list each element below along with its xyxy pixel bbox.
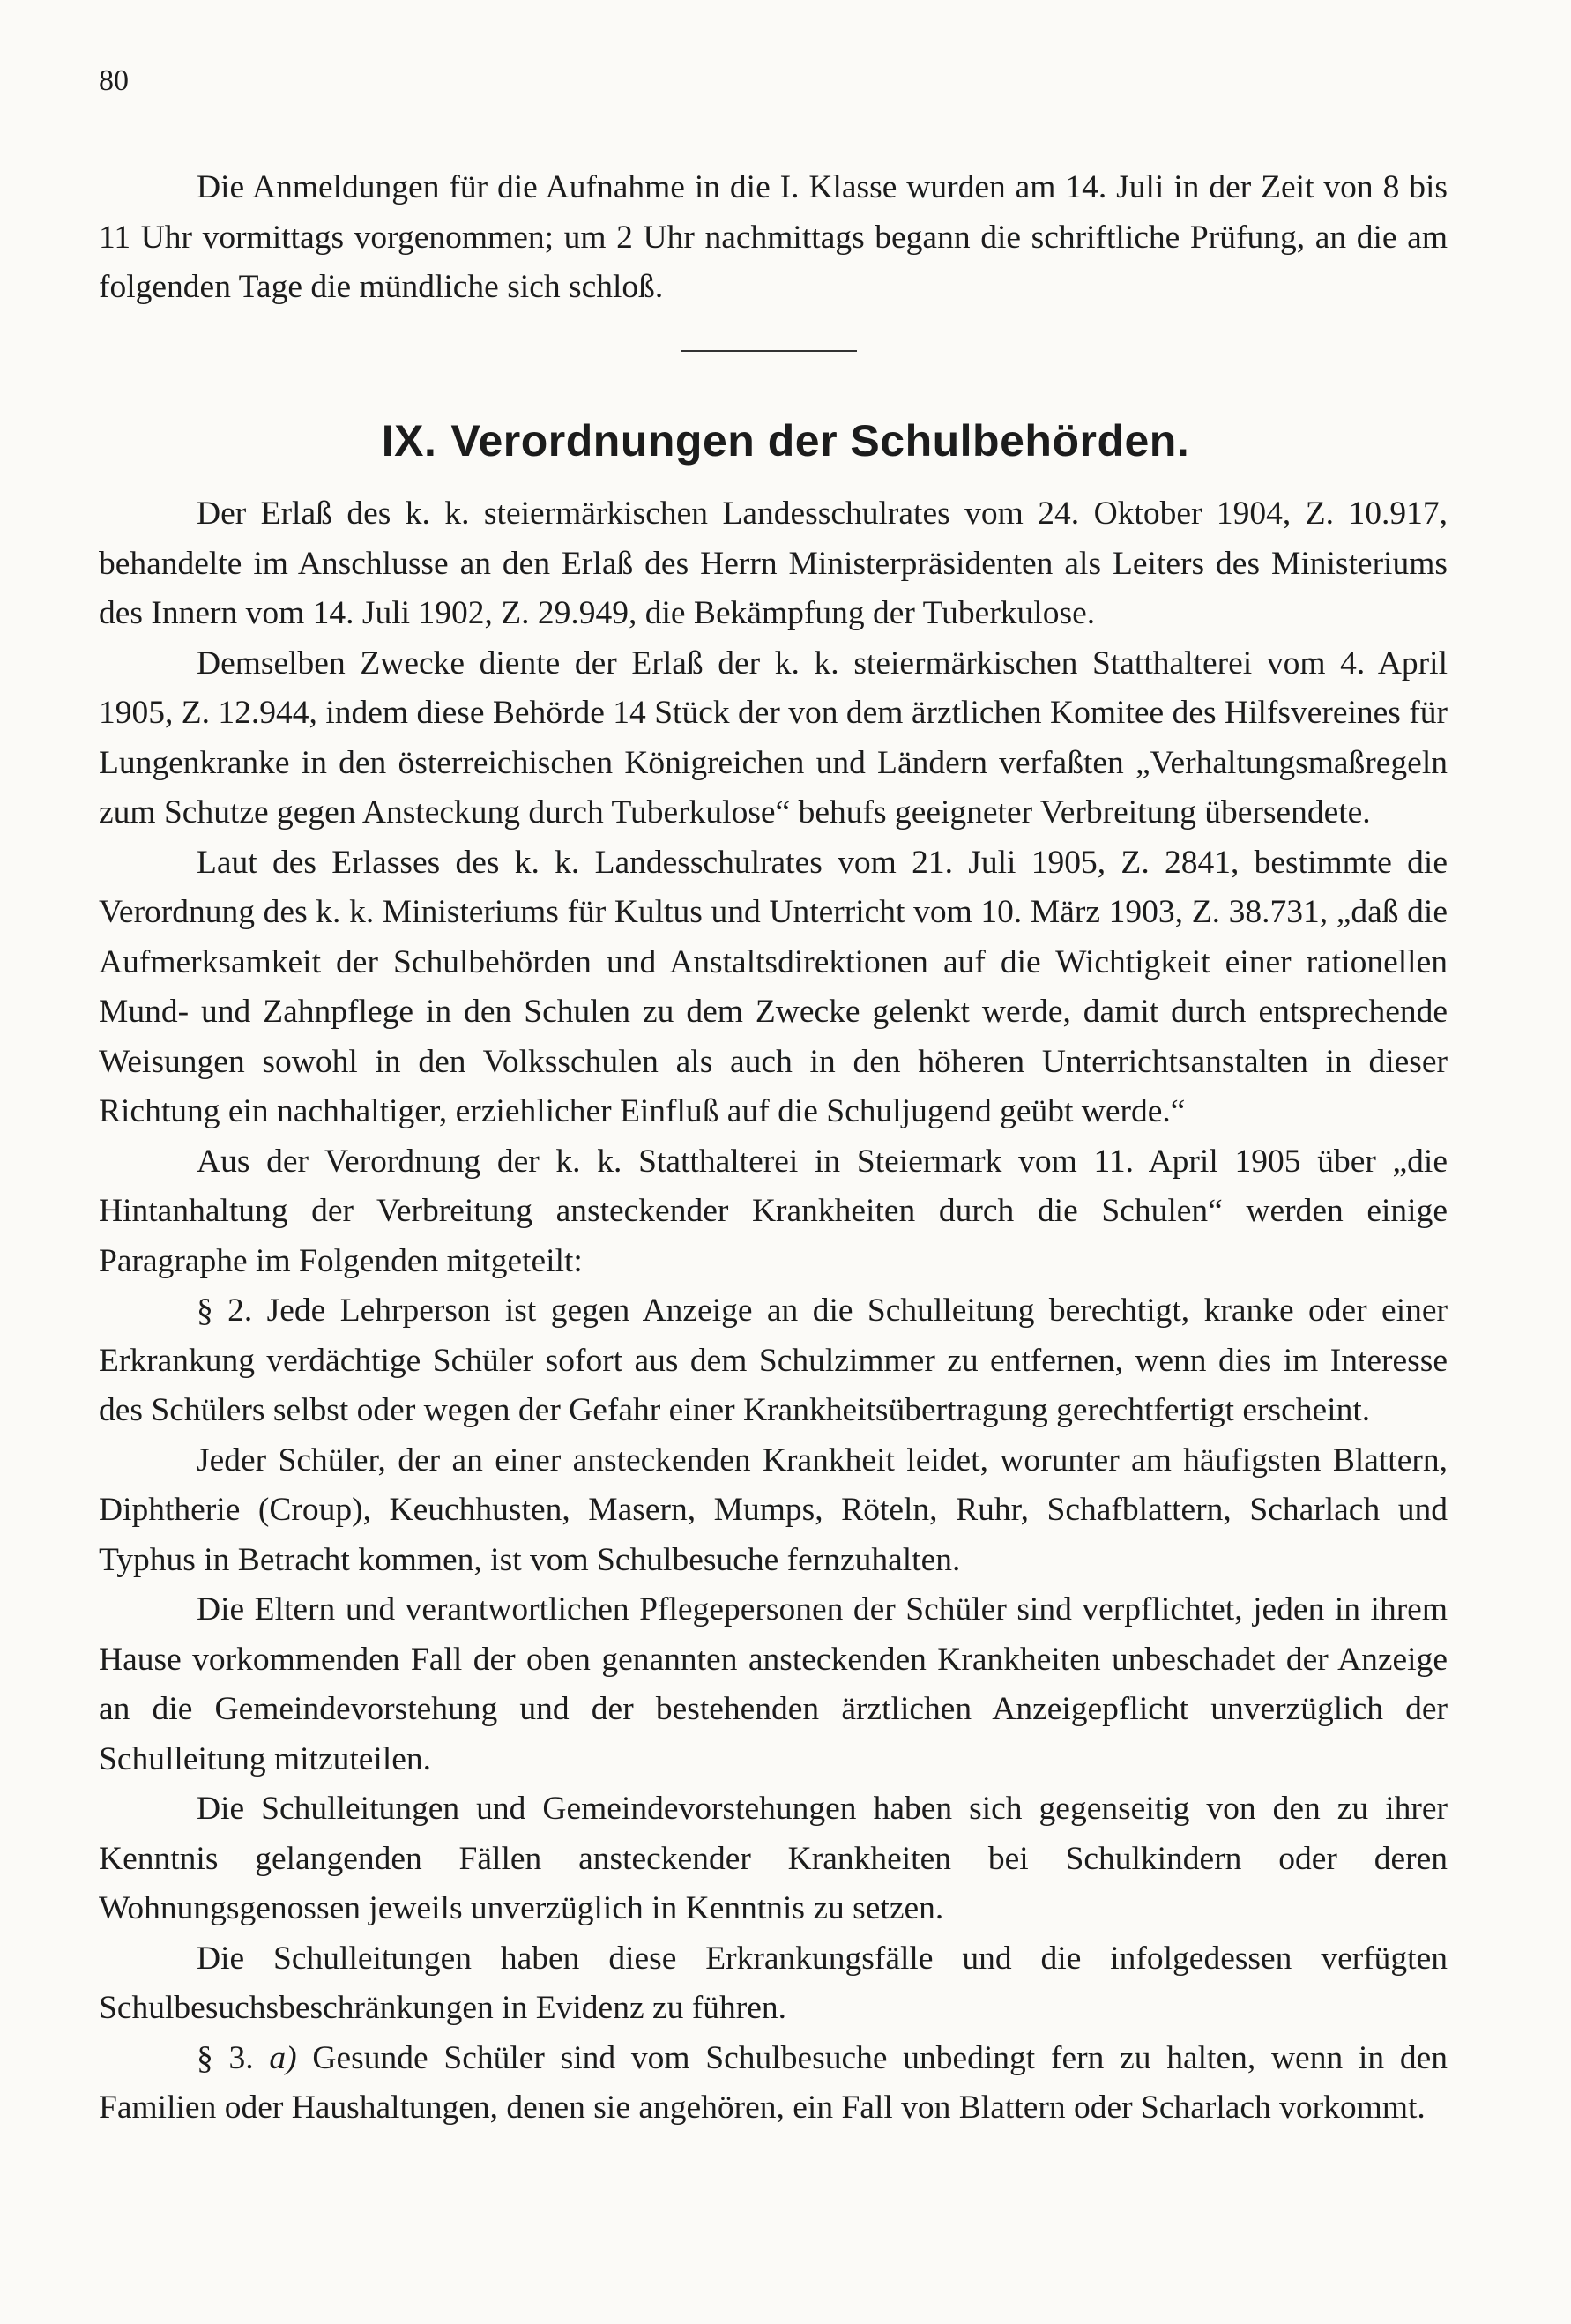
section-3-marker: a) xyxy=(269,2039,297,2076)
intro-paragraph: Die Anmeldungen für die Aufnahme in die I. Klasse wurden am 14. Juli in der Zeit von 8 bis 11 Uhr vormittags vorgenommen; um 2 Uhr nachmittags begann die schriftliche Prüfung, an die am folgenden Tage die mündliche sich schloß. xyxy=(99,169,1448,305)
paragraph-statthalterei-1905: Demselben Zwecke diente der Erlaß der k. k. steiermärkischen Statthalterei vom 4. April 1905, Z. 12.944, indem diese Behörde 14 Stück der von dem ärztlichen Komitee des Hilfsvereines für Lungenkranke in den österreichischen Königreichen und Ländern verfaßten „Verhaltungsmaßregeln zum Schutze gegen Ansteckung durch Tuberkulose“ behufs geeigneter Verbreitung übersendete. xyxy=(99,644,1448,831)
page-number: 80 xyxy=(99,64,129,97)
paragraph-gegenseitige-mitteilung: Die Schulleitungen und Gemeindevorstehungen haben sich gegenseitig von den zu ihrer Kenntnis gelangenden Fällen ansteckender Krankheiten bei Schulkindern oder deren Wohnungsgenossen jeweils unverzüglich in Kenntnis zu setzen. xyxy=(99,1791,1448,1926)
paragraph-verordnung-intro: Aus der Verordnung der k. k. Statthalterei in Steiermark vom 11. April 1905 über „die Hintanhaltung der Verbreitung ansteckender Krankheiten durch die Schulen“ werden einige Paragraphe im Folgenden mitgeteilt: xyxy=(99,1143,1448,1279)
section-divider xyxy=(681,350,857,352)
paragraph-zahnpflege: Laut des Erlasses des k. k. Landesschulrates vom 21. Juli 1905, Z. 2841, bestimmte die Verordnung des k. k. Ministeriums für Kultus und Unterricht vom 10. März 1903, Z. 38.731, „daß die Aufmerksamkeit der Schulbehörden und Anstaltsdirektionen auf die Wichtigkeit einer rationellen Mund- und Zahnpflege in den Schulen zu dem Zwecke gelenkt werde, damit durch entsprechende Weisungen sowohl in den Volksschulen als auch in den höheren Unterrichtsanstalten in dieser Richtung ein nachhaltiger, erziehlicher Einfluß auf die Schuljugend geübt werde.“ xyxy=(99,844,1448,1129)
intro-section xyxy=(99,163,1448,313)
section-heading xyxy=(0,413,1571,469)
paragraph-section-3 xyxy=(99,2034,1448,2134)
paragraph-section-2: § 2. Jede Lehrperson ist gegen Anzeige an die Schulleitung berechtigt, kranke oder einer Erkrankung verdächtige Schüler sofort aus dem Schulzimmer zu entfernen, wenn dies im Interesse des Schülers selbst oder wegen der Gefahr einer Krankheitsübertragung gerechtfertigt erscheint. xyxy=(99,1292,1448,1428)
section-number: IX. xyxy=(381,416,437,466)
paragraph-erlass-1904: Der Erlaß des k. k. steiermärkischen Landesschulrates vom 24. Oktober 1904, Z. 10.917, behandelte im Anschlusse an den Erlaß des Herrn Ministerpräsidenten als Leiters des Ministeriums des Innern vom 14. Juli 1902, Z. 29.949, die Bekämpfung der Tuberkulose. xyxy=(99,495,1448,631)
section-title: Verordnungen der Schulbehörden. xyxy=(450,416,1190,466)
paragraph-ansteckende-krankheiten: Jeder Schüler, der an einer ansteckenden Krankheit leidet, worunter am häufigsten Blattern, Diphtherie (Croup), Keuchhusten, Masern, Mumps, Röteln, Ruhr, Schafblattern, Scharlach und Typhus in Betracht kommen, ist vom Schulbesuche fernzuhalten. xyxy=(99,1441,1448,1578)
section-3-text: Gesunde Schüler sind vom Schulbesuche unbedingt fern zu halten, wenn in den Familien oder Haushaltungen, denen sie angehören, ein Fall von Blattern oder Scharlach vorkommt. xyxy=(99,2039,1448,2126)
paragraph-evidenz: Die Schulleitungen haben diese Erkrankungsfälle und die infolgedessen verfügten Schulbesuchsbeschränkungen in Evidenz zu führen. xyxy=(99,1940,1448,2026)
section-body xyxy=(99,489,1448,2134)
paragraph-eltern-pflicht: Die Eltern und verantwortlichen Pflegepersonen der Schüler sind verpflichtet, jeden in ihrem Hause vorkommenden Fall der oben genannten ansteckenden Krankheiten unbeschadet der Anzeige an die Gemeindevorstehung und der bestehenden ärztlichen Anzeigepflicht unverzüglich der Schulleitung mitzuteilen. xyxy=(99,1591,1448,1777)
section-3-prefix: § 3. xyxy=(197,2039,254,2076)
